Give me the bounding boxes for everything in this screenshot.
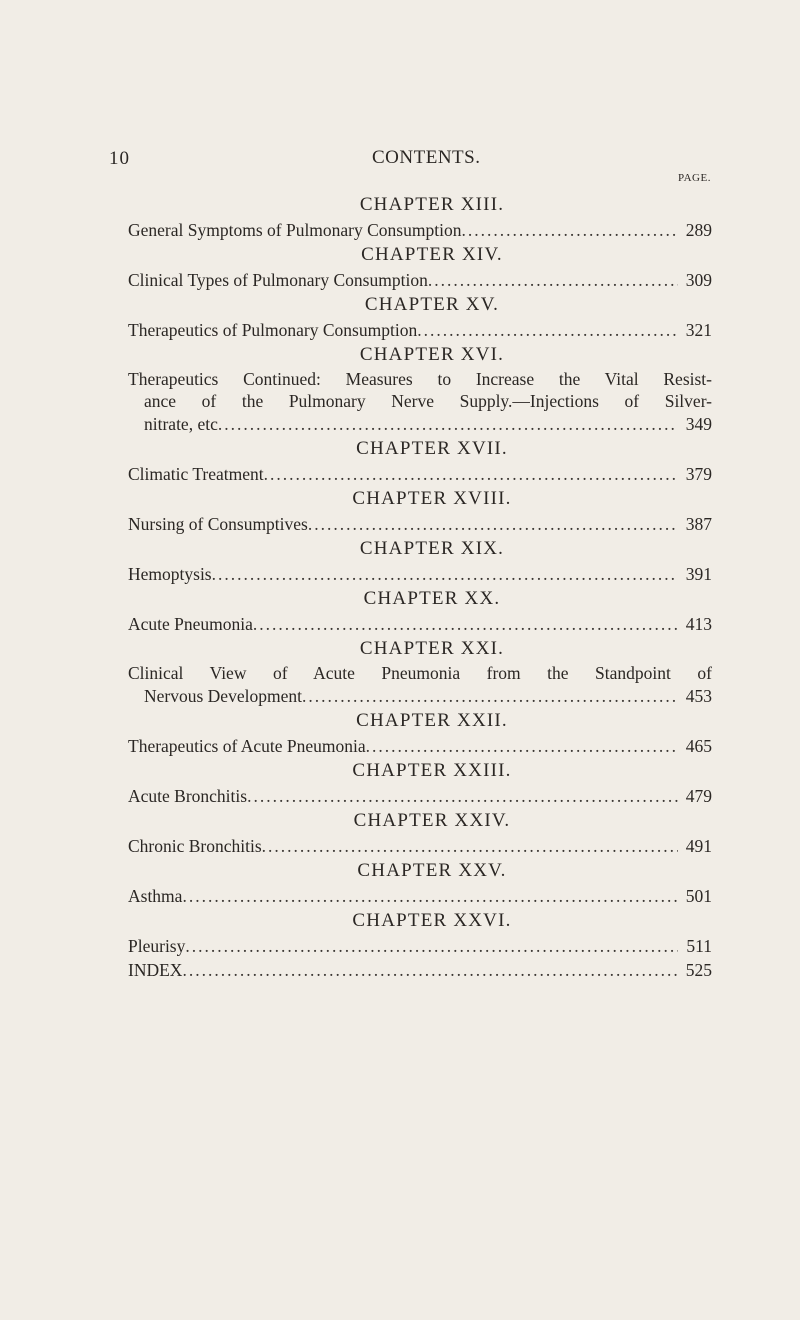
- running-title: CONTENTS.: [372, 147, 481, 168]
- chapter-title-line: Therapeutics Continued: Measures to Increase the Vital Resist-: [128, 369, 712, 389]
- toc-line: [128, 412, 712, 436]
- page-ref: 379: [685, 464, 712, 484]
- toc-entry: [128, 436, 712, 486]
- toc-line: [128, 684, 712, 708]
- chapter-title: Therapeutics of Pulmonary Consumption: [128, 320, 418, 340]
- chapter-title: Hemoptysis: [128, 564, 212, 584]
- chapter-title: Chronic Bronchitis: [128, 836, 262, 856]
- page-header: [0, 0, 800, 200]
- chapter-heading: CHAPTER XVIII.: [352, 488, 512, 509]
- chapter-heading: CHAPTER XXIII.: [352, 760, 512, 781]
- chapter-title: Acute Pneumonia: [128, 614, 253, 634]
- toc-entry: [128, 758, 712, 808]
- toc-line: [128, 934, 712, 958]
- toc-entry: [128, 292, 712, 342]
- chapter-title: nitrate, etc: [144, 414, 218, 434]
- chapter-title: Clinical Types of Pulmonary Consumption: [128, 270, 428, 290]
- leader-dots: [366, 734, 678, 758]
- page-ref: 387: [685, 514, 712, 534]
- toc-line: [128, 218, 712, 242]
- leader-dots: [264, 462, 678, 486]
- toc-entry: [128, 536, 712, 586]
- toc-line: [128, 784, 712, 808]
- leader-dots: [253, 612, 678, 636]
- page-ref: 349: [685, 414, 712, 434]
- chapter-heading: CHAPTER XX.: [363, 588, 501, 609]
- chapter-heading: CHAPTER XXII.: [356, 710, 508, 731]
- chapter-heading: CHAPTER XXVI.: [352, 910, 512, 931]
- leader-dots: [302, 684, 678, 708]
- toc-entry: [128, 636, 712, 708]
- toc-entry: [128, 708, 712, 758]
- leader-dots: [262, 834, 678, 858]
- chapter-heading: CHAPTER XVI.: [359, 344, 505, 365]
- page-ref: 289: [685, 220, 712, 240]
- chapter-title-line: ance of the Pulmonary Nerve Supply.—Injections of Silver-: [144, 391, 712, 411]
- leader-dots: [218, 412, 678, 436]
- leader-dots: [461, 218, 678, 242]
- toc-line: [128, 734, 712, 758]
- page-ref: 465: [685, 736, 712, 756]
- toc-line: [128, 512, 712, 536]
- page-ref: 321: [685, 320, 712, 340]
- page-ref: 391: [685, 564, 712, 584]
- leader-dots: [308, 512, 678, 536]
- chapter-heading: CHAPTER XIV.: [361, 244, 503, 265]
- chapter-title: Climatic Treatment: [128, 464, 264, 484]
- toc-line: [128, 884, 712, 908]
- chapter-title: Nervous Development: [144, 686, 302, 706]
- leader-dots: [417, 318, 678, 342]
- chapter-title: Therapeutics of Acute Pneumonia: [128, 736, 366, 756]
- chapter-heading: CHAPTER XV.: [364, 294, 500, 315]
- chapter-title: General Symptoms of Pulmonary Consumption: [128, 220, 462, 240]
- toc-line: [128, 612, 712, 636]
- page-ref: 511: [686, 936, 712, 956]
- toc-line: [128, 562, 712, 586]
- chapter-heading: CHAPTER XIX.: [359, 538, 505, 559]
- chapter-title: Asthma: [128, 886, 183, 906]
- chapter-heading: CHAPTER XIII.: [359, 194, 505, 215]
- leader-dots: [212, 562, 678, 586]
- toc-line: [128, 834, 712, 858]
- leader-dots: [185, 934, 678, 958]
- page-ref: 479: [685, 786, 712, 806]
- chapter-title: Acute Bronchitis: [128, 786, 248, 806]
- toc-line: [128, 268, 712, 292]
- leader-dots: [182, 958, 678, 982]
- page-ref: 501: [685, 886, 712, 906]
- toc-entry: [128, 908, 712, 958]
- page-ref: 309: [685, 270, 712, 290]
- toc-entry: [128, 808, 712, 858]
- leader-dots: [428, 268, 678, 292]
- chapter-heading: CHAPTER XVII.: [356, 438, 508, 459]
- leader-dots: [247, 784, 678, 808]
- toc-line: [128, 318, 712, 342]
- toc-entry: [128, 192, 712, 242]
- page-ref: 491: [685, 836, 712, 856]
- page-ref: 413: [685, 614, 712, 634]
- chapter-title: Nursing of Consumptives: [128, 514, 308, 534]
- page-ref: 525: [685, 960, 712, 980]
- chapter-heading: CHAPTER XXIV.: [353, 810, 511, 831]
- chapter-title-line: Clinical View of Acute Pneumonia from the Standpoint of: [128, 663, 712, 683]
- page-ref: 453: [685, 686, 712, 706]
- toc-entry: [128, 242, 712, 292]
- toc-entry: [128, 586, 712, 636]
- toc-entry: [128, 858, 712, 908]
- chapter-title: Pleurisy: [128, 936, 186, 956]
- leader-dots: [182, 884, 678, 908]
- table-of-contents: [128, 192, 712, 982]
- chapter-heading: CHAPTER XXI.: [359, 638, 505, 659]
- chapter-heading: CHAPTER XXV.: [357, 860, 507, 881]
- toc-entry: [128, 486, 712, 536]
- toc-entry: [128, 342, 712, 436]
- page-number: 10: [109, 148, 130, 169]
- toc-line: [128, 462, 712, 486]
- page-column-label: PAGE.: [678, 172, 711, 184]
- toc-entry-index: [128, 958, 712, 982]
- index-title: INDEX: [128, 960, 183, 980]
- toc-line: [128, 958, 712, 982]
